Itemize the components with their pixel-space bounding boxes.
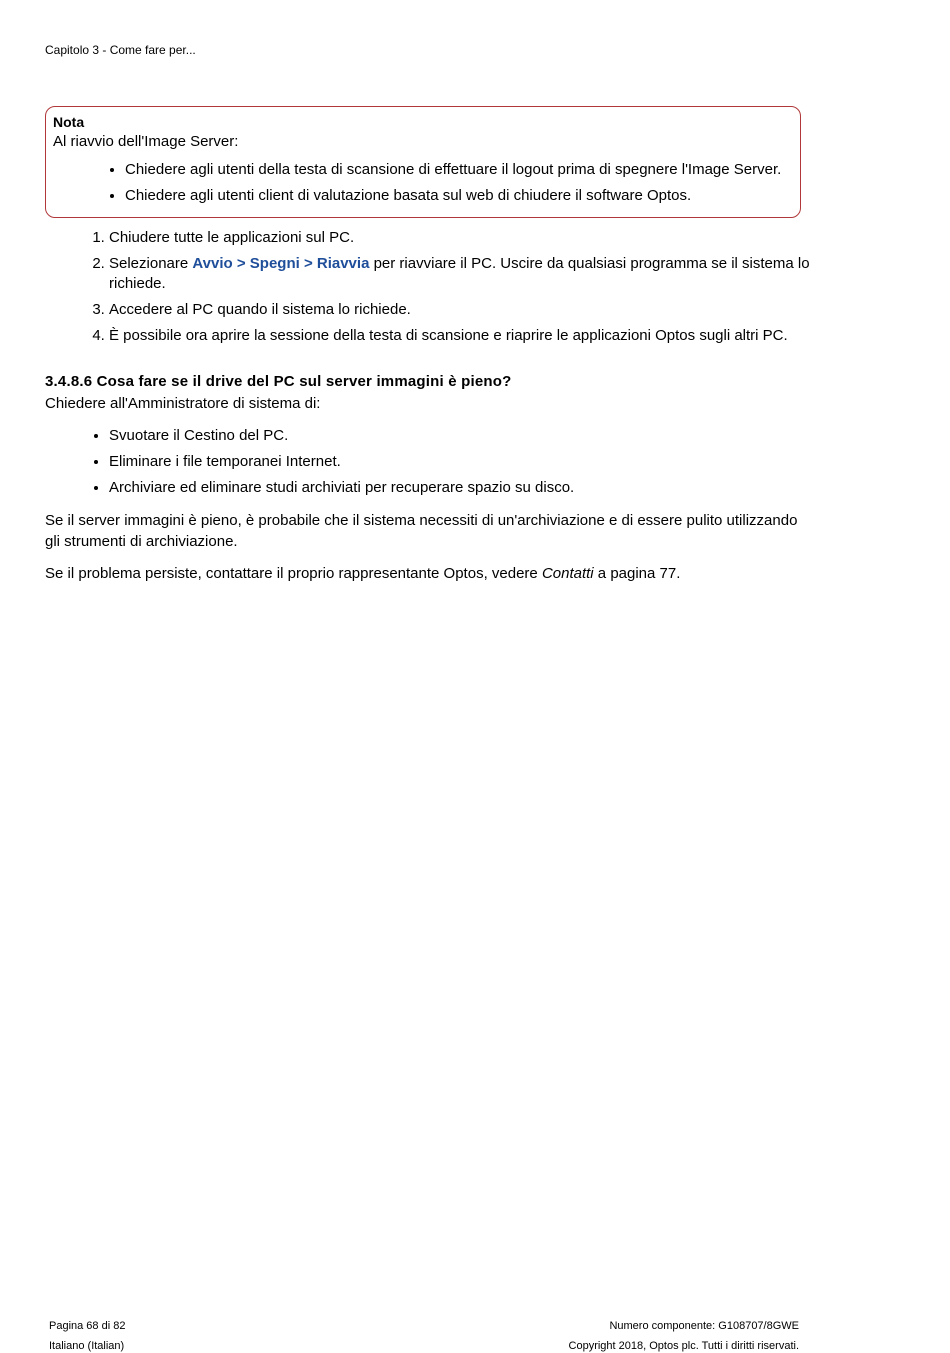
step-1: 1. Chiudere tutte le applicazioni sul PC. [109,228,869,248]
list-item: • Svuotare il Cestino del PC. [109,426,805,446]
step-3: 3. Accedere al PC quando il sistema lo richiede. [109,300,869,320]
footer-language: Italiano (Italian) [49,1340,125,1352]
step-2-text: Selezionare [109,255,193,272]
paragraph-contact [45,563,805,584]
note-title: Nota [53,114,85,130]
list-item: • Archiviare ed eliminare studi archiviati per recuperare spazio su disco. [109,478,805,498]
section-bullet-list [45,426,805,498]
note-bullet-list [53,160,800,205]
footer-part-number: Numero componente: G108707/8GWE [609,1320,799,1332]
menu-path-avvio-spegni-riavvia: Avvio > Spegni > Riavvia [192,255,370,272]
running-header: Capitolo 3 - Come fare per... [45,43,196,57]
paragraph-archive: Se il server immagini è pieno, è probabile che il sistema necessiti di un'archiviazione e di essere pulito utilizzando gli strumenti di archiviazione. [45,512,798,550]
section-drive-full [45,371,805,584]
section-heading: 3.4.8.6 Cosa fare se il drive del PC sul server immagini è pieno? [45,373,512,390]
restart-steps-list [45,228,869,352]
note-bullet: • Chiedere agli utenti della testa di scansione di effettuare il logout prima di spegnere l'Image Server. [125,160,800,179]
paragraph-contact-end: a pagina 77. [593,565,681,582]
note-box [45,106,801,218]
footer-page-number: Pagina 68 di 82 [49,1320,126,1332]
footer-copyright: Copyright 2018, Optos plc. Tutti i diritti riservati. [568,1340,799,1352]
section-intro: Chiedere all'Amministratore di sistema di: [45,395,321,412]
step-2 [109,254,869,294]
note-intro: Al riavvio dell'Image Server: [53,133,239,150]
step-4: 4. È possibile ora aprire la sessione della testa di scansione e riaprire le applicazioni Optos sugli altri PC. [109,326,869,346]
list-item: • Eliminare i file temporanei Internet. [109,452,805,472]
contatti-link[interactable]: Contatti [541,565,594,582]
note-bullet: • Chiedere agli utenti client di valutazione basata sul web di chiudere il software Optos. [125,186,800,205]
paragraph-contact-text: Se il problema persiste, contattare il proprio rappresentante Optos, vedere [45,565,542,582]
step-2-text-end: per riavviare il PC. Uscire da qualsiasi programma se il sistema lo richiede. [109,255,810,292]
